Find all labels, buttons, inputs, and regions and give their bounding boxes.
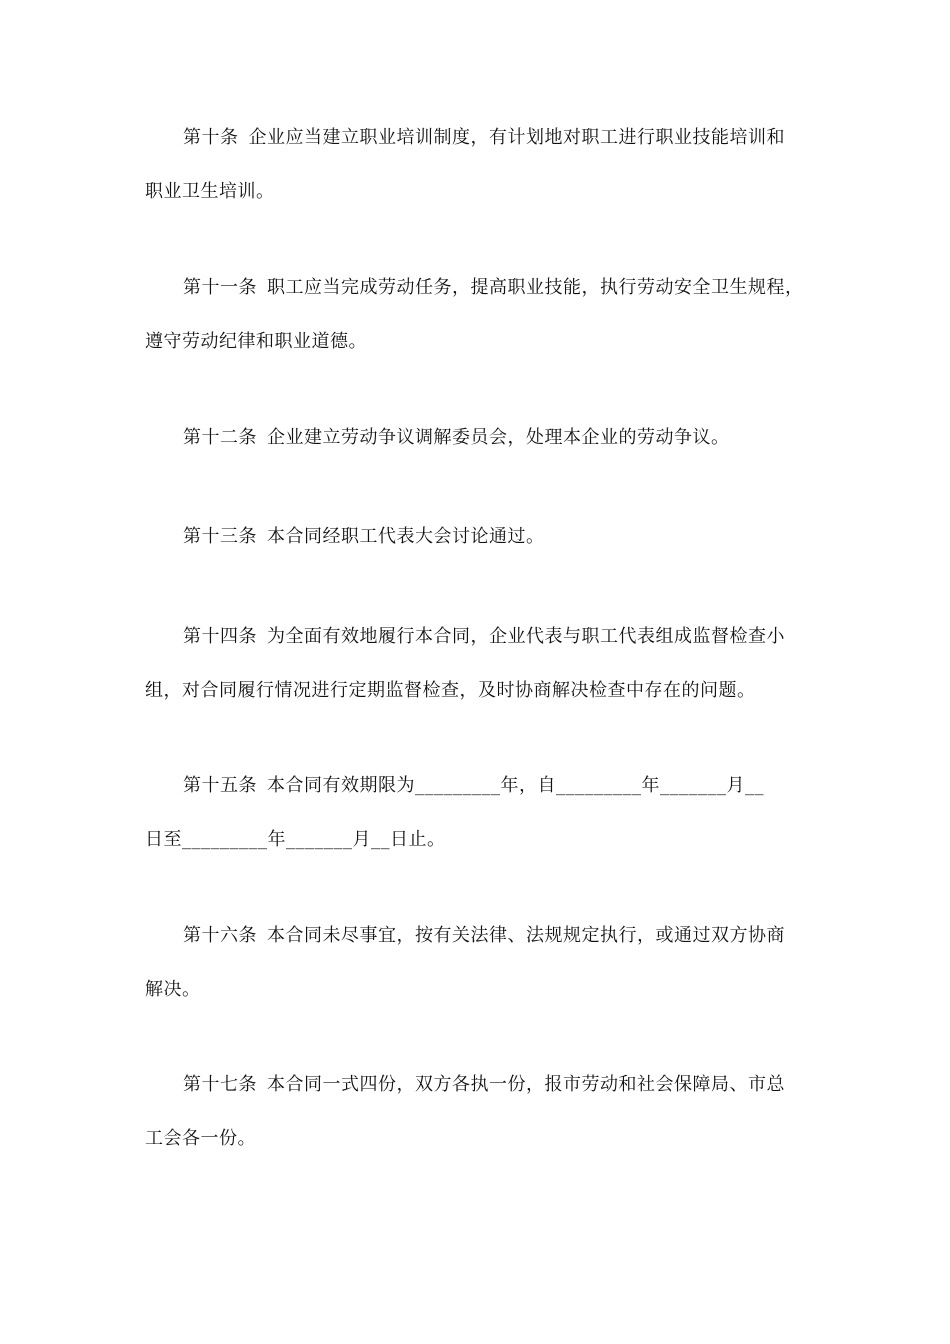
article-number: 第十一条 bbox=[183, 277, 257, 298]
article-number: 第十七条 bbox=[183, 1074, 257, 1095]
article-text: 企业建立劳动争议调解委员会，处理本企业的劳动争议。 bbox=[267, 427, 730, 448]
article-number: 第十三条 bbox=[183, 526, 257, 547]
article-number: 第十二条 bbox=[183, 427, 257, 448]
article-13 bbox=[145, 510, 810, 564]
article-12-line-1 bbox=[145, 411, 810, 465]
article-text: 企业应当建立职业培训制度，有计划地对职工进行职业技能培训和 bbox=[248, 127, 785, 148]
article-16-line-2: 解决。 bbox=[145, 979, 201, 1000]
article-16 bbox=[145, 909, 810, 1017]
article-16-line-1 bbox=[145, 909, 810, 963]
article-14 bbox=[145, 610, 810, 718]
article-14-line-1 bbox=[145, 610, 810, 664]
article-11-line-2: 遵守劳动纪律和职业道德。 bbox=[145, 331, 367, 352]
article-17-line-2: 工会各一份。 bbox=[145, 1128, 256, 1149]
article-13-line-1 bbox=[145, 510, 810, 564]
article-number: 第十六条 bbox=[183, 925, 257, 946]
article-number: 第十五条 bbox=[183, 775, 257, 796]
article-15-line-2: 日至_________年_______月__日止。 bbox=[145, 829, 446, 850]
article-number: 第十四条 bbox=[183, 626, 257, 647]
article-11 bbox=[145, 261, 810, 369]
article-10-line-2: 职业卫生培训。 bbox=[145, 181, 275, 202]
article-14-line-2: 组，对合同履行情况进行定期监督检查，及时协商解决检查中存在的问题。 bbox=[145, 680, 756, 701]
article-17 bbox=[145, 1058, 810, 1166]
article-text: 本合同未尽事宜，按有关法律、法规规定执行，或通过双方协商 bbox=[267, 925, 785, 946]
article-text: 本合同一式四份，双方各执一份，报市劳动和社会保障局、市总 bbox=[267, 1074, 785, 1095]
article-text: 本合同经职工代表大会讨论通过。 bbox=[267, 526, 545, 547]
article-number: 第十条 bbox=[183, 127, 239, 148]
article-text: 为全面有效地履行本合同，企业代表与职工代表组成监督检查小 bbox=[267, 626, 785, 647]
article-15-line-1 bbox=[145, 759, 810, 813]
article-10-line-1 bbox=[145, 111, 810, 165]
article-17-line-1 bbox=[145, 1058, 810, 1112]
article-11-line-1 bbox=[145, 261, 810, 315]
article-text: 本合同有效期限为_________年，自_________年_______月__ bbox=[267, 775, 764, 796]
article-12 bbox=[145, 411, 810, 465]
article-10 bbox=[145, 111, 810, 219]
article-text: 职工应当完成劳动任务，提高职业技能，执行劳动安全卫生规程， bbox=[267, 277, 804, 298]
article-15 bbox=[145, 759, 810, 867]
